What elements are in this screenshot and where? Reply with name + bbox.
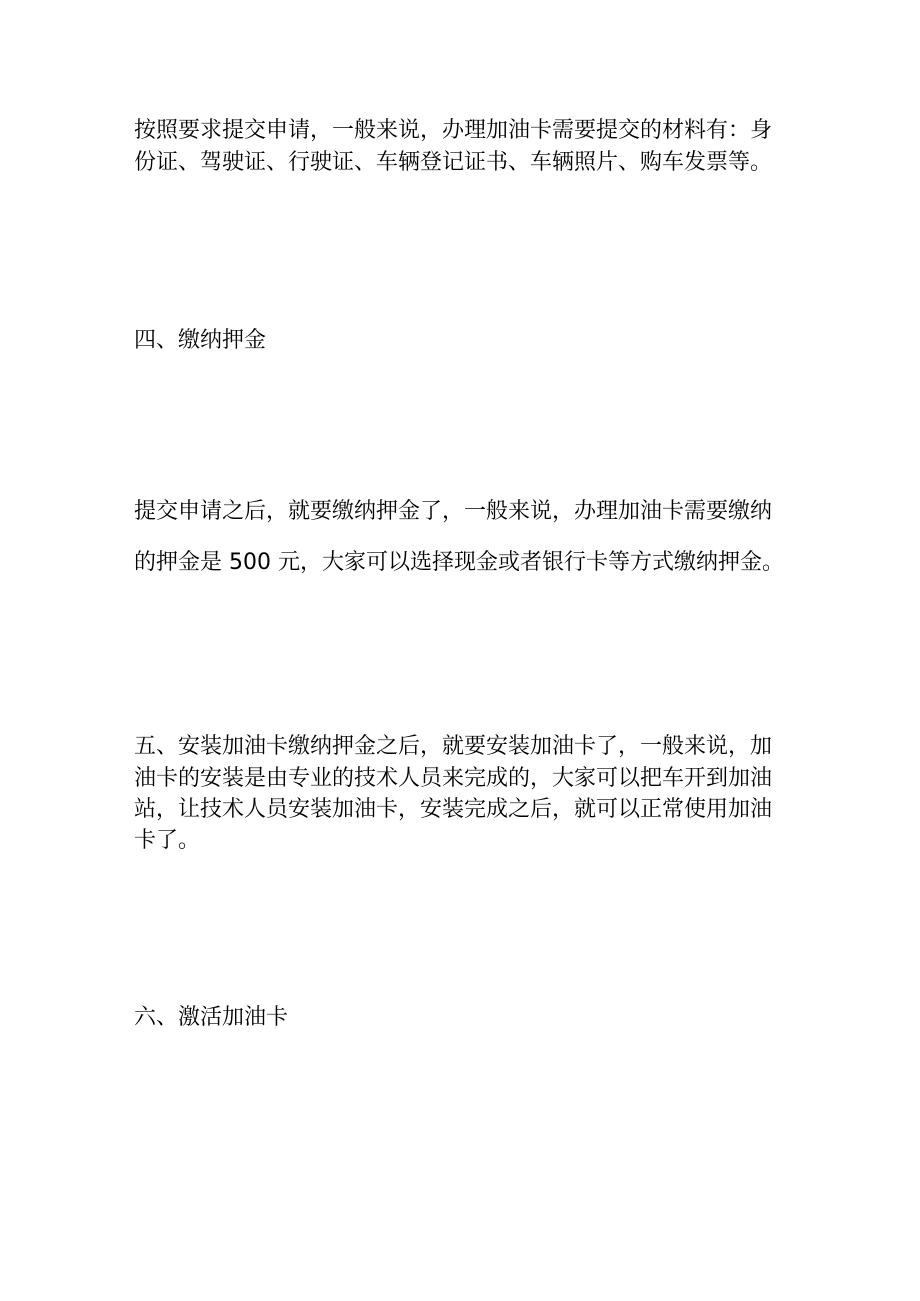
paragraph-line: 卡了。 (134, 828, 201, 853)
paragraph-line: 按照要求提交申请，一般来说，办理加油卡需要提交的材料有：身 (134, 118, 773, 143)
paragraph-line: 五、安装加油卡缴纳押金之后，就要安装加油卡了，一般来说，加 (134, 734, 773, 759)
paragraph-line: 份证、驾驶证、行驶证、车辆登记证书、车辆照片、购车发票等。 (134, 150, 773, 175)
paragraph-line: 的押金是 500 元，大家可以选择现金或者银行卡等方式缴纳押金。 (134, 550, 784, 575)
paragraph-line: 油卡的安装是由专业的技术人员来完成的，大家可以把车开到加油 (134, 766, 773, 791)
section-heading-6: 六、激活加油卡 (134, 1005, 289, 1030)
paragraph-line: 站，让技术人员安装加油卡，安装完成之后，就可以正常使用加油 (134, 797, 773, 822)
paragraph-line: 提交申请之后，就要缴纳押金了，一般来说，办理加油卡需要缴纳 (134, 499, 773, 524)
section-heading-4: 四、缴纳押金 (134, 328, 267, 353)
